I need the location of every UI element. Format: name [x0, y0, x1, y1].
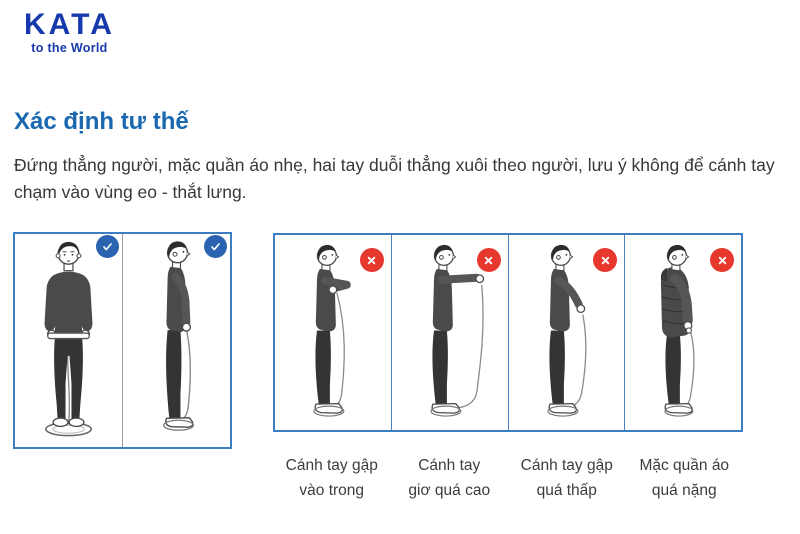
kata-logo[interactable]	[24, 10, 115, 55]
caption-line: vào trong	[299, 482, 365, 499]
caption-heavy-clothes	[626, 453, 744, 503]
correct-posture-panel	[13, 232, 232, 449]
caption-line: quá nặng	[651, 482, 717, 499]
incorrect-cell-arms-too-high	[391, 235, 508, 430]
incorrect-captions-row	[273, 453, 743, 503]
correct-posture-front-cell	[15, 234, 122, 447]
caption-line: giơ quá cao	[408, 482, 491, 499]
incorrect-cell-arms-folded	[275, 235, 391, 430]
man-standing-front-figure	[15, 234, 122, 447]
check-icon	[204, 235, 227, 258]
caption-line: quá thấp	[536, 482, 597, 499]
caption-line: Cánh tay gập	[520, 457, 613, 474]
caption-line: Cánh tay gập	[285, 457, 378, 474]
cross-icon	[360, 248, 384, 272]
caption-arms-too-low	[508, 453, 626, 503]
instruction-text: Đứng thẳng người, mặc quần áo nhẹ, hai tay duỗi thẳng xuôi theo người, lưu ý không để cánh tay chạm vào vùng eo - thắt lưng.	[14, 155, 775, 202]
cross-icon	[710, 248, 734, 272]
caption-line: Mặc quần áo	[639, 457, 730, 474]
incorrect-cell-arms-too-low	[508, 235, 625, 430]
cross-icon	[593, 248, 617, 272]
incorrect-cell-heavy-clothes	[624, 235, 741, 430]
correct-posture-side-cell	[122, 234, 230, 447]
page-title: Xác định tư thế	[14, 108, 189, 135]
logo-tagline: to the World	[31, 41, 108, 55]
caption-arms-too-high	[391, 453, 509, 503]
caption-line: Cánh tay	[418, 457, 481, 474]
caption-arms-folded	[273, 453, 391, 503]
check-icon	[96, 235, 119, 258]
man-standing-side-figure	[123, 234, 230, 447]
incorrect-posture-panel	[273, 233, 743, 432]
logo-brand-text: KATA	[24, 8, 115, 41]
cross-icon	[477, 248, 501, 272]
